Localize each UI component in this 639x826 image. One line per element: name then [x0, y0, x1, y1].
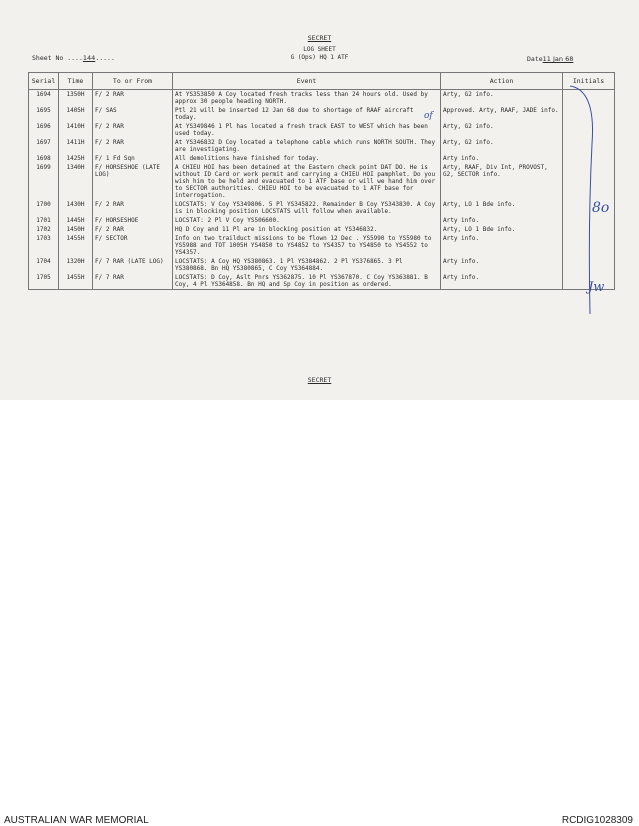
cell-action: Arty, G2 info. [441, 122, 563, 138]
cell-time: 1320H [59, 257, 93, 273]
cell-from: F/ 2 RAR [93, 122, 173, 138]
cell-serial: 1704 [29, 257, 59, 273]
cell-from: F/ 1 Fd Sqn [93, 154, 173, 163]
cell-from: F/ 7 RAR (LATE LOG) [93, 257, 173, 273]
cell-action: Arty info. [441, 216, 563, 225]
title-line-1: LOG SHEET [303, 46, 336, 53]
cell-time: 1455H [59, 234, 93, 257]
cell-time: 1350H [59, 90, 93, 107]
cell-from: F/ SAS [93, 106, 173, 122]
title-line-2: G (Ops) HQ 1 ATF [290, 54, 349, 61]
cell-from: F/ HORSESHOE [93, 216, 173, 225]
cell-from: F/ 2 RAR [93, 90, 173, 107]
sheet-number: Sheet No ....144..... [32, 54, 115, 62]
cell-serial: 1700 [29, 200, 59, 216]
cell-from: F/ SECTOR [93, 234, 173, 257]
handwritten-mark-1: 8o [592, 200, 610, 216]
cell-time: 1425H [59, 154, 93, 163]
table-header-row [29, 73, 615, 90]
cell-action: Arty, G2 info. [441, 138, 563, 154]
log-table [28, 72, 615, 290]
cell-action: Arty info. [441, 257, 563, 273]
cell-action: Arty, RAAF, Div Int, PROVOST, G2, SECTOR info. [441, 163, 563, 200]
table-row [29, 138, 615, 154]
sheet-date [527, 55, 573, 63]
table-row [29, 257, 615, 273]
col-serial: Serial [29, 73, 59, 90]
cell-action: Arty, G2 info. [441, 90, 563, 107]
cell-time: 1455H [59, 273, 93, 290]
cell-serial: 1694 [29, 90, 59, 107]
col-time: Time [59, 73, 93, 90]
cell-time: 1405H [59, 106, 93, 122]
cell-from: F/ 2 RAR [93, 225, 173, 234]
cell-serial: 1695 [29, 106, 59, 122]
handwritten-correction: of [424, 111, 433, 121]
cell-serial: 1703 [29, 234, 59, 257]
log-sheet-page [0, 0, 639, 400]
table-row [29, 163, 615, 200]
cell-serial: 1699 [29, 163, 59, 200]
table-row [29, 216, 615, 225]
cell-from: F/ 7 RAR [93, 273, 173, 290]
cell-action: Arty info. [441, 154, 563, 163]
cell-from: F/ HORSESHOE (LATE LOG) [93, 163, 173, 200]
cell-event: At YS353850 A Coy located fresh tracks less than 24 hours old. Used by approx 30 people heading NORTH. [173, 90, 441, 107]
col-initials: Initials [563, 73, 615, 90]
table-row [29, 106, 615, 122]
cell-event: At YS346832 D Coy located a telephone cable which runs NORTH SOUTH. They are investigating. [173, 138, 441, 154]
col-action: Action [441, 73, 563, 90]
date-label: Date [527, 55, 543, 63]
cell-from: F/ 2 RAR [93, 138, 173, 154]
cell-time: 1410H [59, 122, 93, 138]
cell-event: LOCSTAT: 2 Pl V Coy YS506600. [173, 216, 441, 225]
table-row [29, 234, 615, 257]
cell-serial: 1705 [29, 273, 59, 290]
cell-serial: 1696 [29, 122, 59, 138]
cell-event: HQ D Coy and 11 Pl are in blocking position at YS346832. [173, 225, 441, 234]
cell-serial: 1701 [29, 216, 59, 225]
cell-serial: 1697 [29, 138, 59, 154]
cell-event: All demolitions have finished for today. [173, 154, 441, 163]
table-row [29, 122, 615, 138]
col-to-or-from: To or From [93, 73, 173, 90]
secret-marking-bottom: SECRET [307, 376, 332, 384]
footer-record-id: RCDIG1028309 [561, 815, 633, 826]
handwritten-bracket [566, 84, 606, 324]
cell-time: 1450H [59, 225, 93, 234]
cell-event: Ptl 21 will be inserted 12 Jan 68 due to shortage of RAAF aircraft today. [173, 106, 441, 122]
cell-action: Approved. Arty, RAAF, JADE info. [441, 106, 563, 122]
secret-marking-top: SECRET [307, 34, 332, 42]
cell-action: Arty info. [441, 234, 563, 257]
date-value: 11 Jan 68 [542, 55, 574, 63]
archive-footer [0, 403, 639, 826]
cell-from: F/ 2 RAR [93, 200, 173, 216]
cell-serial: 1698 [29, 154, 59, 163]
table-row [29, 154, 615, 163]
cell-time: 1340H [59, 163, 93, 200]
cell-action: Arty, LO 1 Bde info. [441, 200, 563, 216]
table-row [29, 90, 615, 107]
cell-event: Info on two trailduct missions to be flown 12 Dec . YS5990 to YS5980 to YS5988 and TOT 1005H YS4850 to YS4852 to YS4357 to YS4850 to YS4552 to YS4357. [173, 234, 441, 257]
col-event: Event [173, 73, 441, 90]
table-row [29, 273, 615, 290]
handwritten-mark-2: Jw [588, 280, 605, 295]
cell-serial: 1702 [29, 225, 59, 234]
sheet-no-label: Sheet No [32, 54, 64, 62]
cell-action: Arty info. [441, 273, 563, 290]
cell-event: LOCSTATS: A Coy HQ YS380863. 1 Pl YS384862. 2 Pl YS376865. 3 Pl YS380868. Bn HQ YS380865, C Coy YS364884. [173, 257, 441, 273]
cell-time: 1445H [59, 216, 93, 225]
table-row [29, 225, 615, 234]
footer-institution: AUSTRALIAN WAR MEMORIAL [4, 815, 149, 826]
cell-time: 1411H [59, 138, 93, 154]
table-row [29, 200, 615, 216]
cell-event: LOCSTATS: V Coy YS349806. 5 Pl YS345822. Remainder B Coy YS343830. A Coy is in blocking position LOCSTATS will follow when available. [173, 200, 441, 216]
cell-event: A CHIEU HOI has been detained at the Eastern check point DAT DO. He is without ID Card or work permit and carrying a CHIEU HOI pamphlet. Do you wish him to be held and evacuated to 1 ATF base or will we hand him over to SECTOR authorities. CHIEU HOI to be evacuated to 1 ATF base for interrogation. [173, 163, 441, 200]
cell-action: Arty, LO 1 Bde info. [441, 225, 563, 234]
cell-time: 1430H [59, 200, 93, 216]
sheet-no-value: 144 [82, 54, 96, 62]
cell-event: LOCSTATS: D Coy, Aslt Pnrs YS362875. 10 Pl YS367870. C Coy YS363881. B Coy, 4 Pl YS364858. Bn HQ and Sp Coy in position as ordered. [173, 273, 441, 290]
cell-event: At YS349846 1 Pl has located a fresh track EAST to WEST which has been used today. [173, 122, 441, 138]
